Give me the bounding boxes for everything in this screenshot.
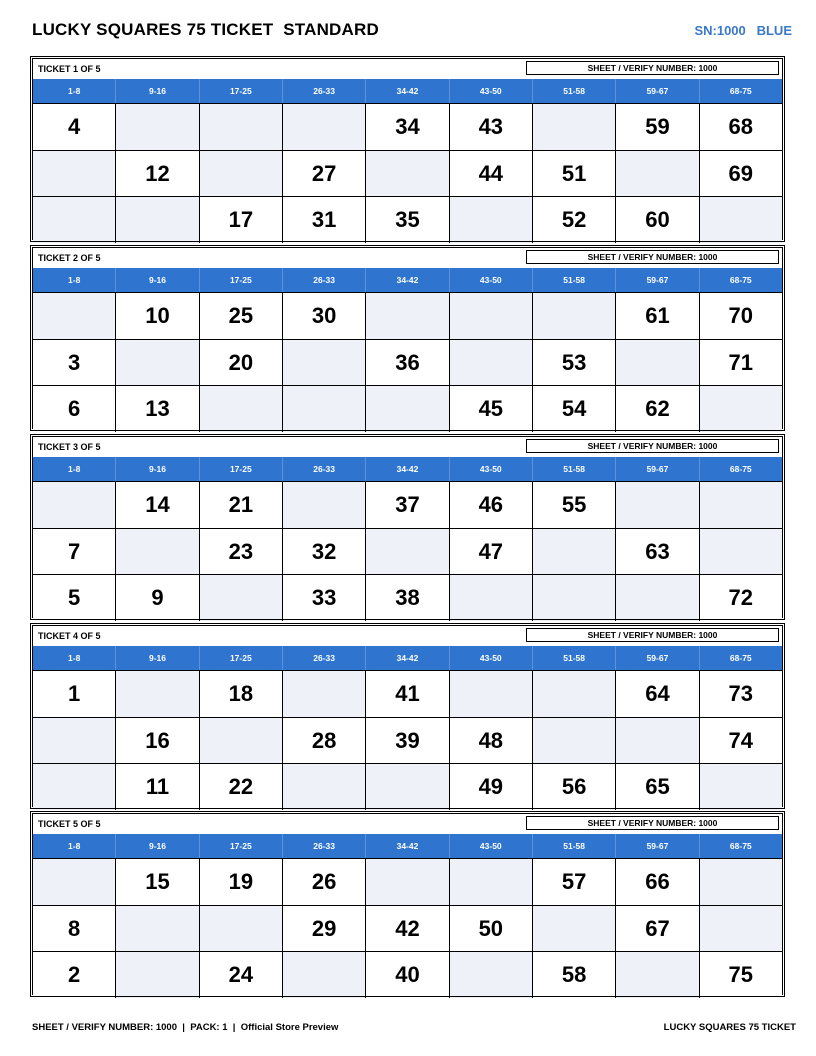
- number-square: 31: [283, 197, 366, 243]
- column-header: 1-8: [33, 646, 116, 670]
- column-header: 34-42: [366, 79, 449, 103]
- column-header: 17-25: [200, 646, 283, 670]
- number-square: 74: [700, 718, 782, 764]
- number-square: 41: [366, 671, 449, 717]
- empty-square: [450, 293, 533, 339]
- empty-square: [116, 529, 199, 575]
- column-header: 68-75: [729, 86, 752, 96]
- empty-square: [33, 197, 116, 243]
- number-square: 58: [533, 952, 616, 998]
- column-header-row: [33, 79, 782, 103]
- empty-square: [700, 906, 782, 952]
- number-square: 53: [533, 340, 616, 386]
- empty-square: [200, 718, 283, 764]
- verify-number-box: SHEET / VERIFY NUMBER: 1000: [526, 816, 779, 830]
- number-square: 67: [616, 906, 699, 952]
- number-square: 61: [616, 293, 699, 339]
- empty-square: [700, 482, 782, 528]
- column-header: 68-75: [729, 464, 752, 474]
- column-header: 34-42: [366, 834, 449, 858]
- number-square: 62: [616, 386, 699, 432]
- ticket-header: [33, 437, 782, 457]
- number-square: 47: [450, 529, 533, 575]
- empty-square: [116, 197, 199, 243]
- column-header: 59-67: [616, 834, 699, 858]
- number-square: 56: [533, 764, 616, 810]
- ticket-row: [33, 717, 782, 764]
- number-square: 3: [33, 340, 116, 386]
- ticket-row: [33, 763, 782, 810]
- ticket-1: [32, 58, 783, 240]
- number-square: 50: [450, 906, 533, 952]
- empty-square: [533, 671, 616, 717]
- number-square: 7: [33, 529, 116, 575]
- number-square: 32: [283, 529, 366, 575]
- empty-square: [33, 859, 116, 905]
- empty-square: [283, 340, 366, 386]
- number-square: 55: [533, 482, 616, 528]
- number-square: 22: [200, 764, 283, 810]
- footer-title: LUCKY SQUARES 75 TICKET: [663, 1022, 796, 1033]
- number-square: 54: [533, 386, 616, 432]
- number-square: 11: [116, 764, 199, 810]
- number-square: 25: [200, 293, 283, 339]
- empty-square: [700, 386, 782, 432]
- ticket-row: [33, 670, 782, 717]
- empty-square: [366, 859, 449, 905]
- number-square: 16: [116, 718, 199, 764]
- number-square: 43: [450, 104, 533, 150]
- column-header: 26-33: [283, 834, 366, 858]
- number-square: 6: [33, 386, 116, 432]
- empty-square: [33, 293, 116, 339]
- ticket-row: [33, 528, 782, 575]
- ticket-row: [33, 481, 782, 528]
- number-square: 24: [200, 952, 283, 998]
- footer-info: SHEET / VERIFY NUMBER: 1000 | PACK: 1 | Official Store Preview: [32, 1022, 339, 1033]
- empty-square: [450, 952, 533, 998]
- number-square: 40: [366, 952, 449, 998]
- number-square: 26: [283, 859, 366, 905]
- number-square: 46: [450, 482, 533, 528]
- empty-square: [616, 718, 699, 764]
- column-header: 26-33: [283, 457, 366, 481]
- empty-square: [700, 197, 782, 243]
- ticket-label: TICKET 4 OF 5: [38, 631, 101, 641]
- column-header: 1-8: [33, 79, 116, 103]
- empty-square: [450, 671, 533, 717]
- number-square: 72: [700, 575, 782, 621]
- column-header: 43-50: [450, 457, 533, 481]
- number-square: 39: [366, 718, 449, 764]
- number-square: 29: [283, 906, 366, 952]
- column-header: 51-58: [533, 457, 616, 481]
- column-header-row: [33, 646, 782, 670]
- serial-number: SN:1000 BLUE: [694, 23, 792, 38]
- column-header: 9-16: [116, 457, 199, 481]
- number-square: 38: [366, 575, 449, 621]
- column-header: 34-42: [366, 457, 449, 481]
- number-square: 51: [533, 151, 616, 197]
- number-square: 15: [116, 859, 199, 905]
- ticket-label: TICKET 2 OF 5: [38, 253, 101, 263]
- number-square: 60: [616, 197, 699, 243]
- column-header: 9-16: [116, 834, 199, 858]
- column-header: 51-58: [533, 834, 616, 858]
- number-square: 23: [200, 529, 283, 575]
- column-header-row: [33, 834, 782, 858]
- number-square: 28: [283, 718, 366, 764]
- ticket-row: [33, 951, 782, 998]
- number-square: 66: [616, 859, 699, 905]
- column-header: 17-25: [200, 79, 283, 103]
- empty-square: [283, 386, 366, 432]
- empty-square: [33, 718, 116, 764]
- number-square: 37: [366, 482, 449, 528]
- ticket-header: [33, 814, 782, 834]
- number-square: 14: [116, 482, 199, 528]
- column-header: 26-33: [283, 646, 366, 670]
- column-header: 43-50: [450, 834, 533, 858]
- empty-square: [450, 859, 533, 905]
- empty-square: [700, 859, 782, 905]
- column-header: 26-33: [283, 268, 366, 292]
- number-square: 49: [450, 764, 533, 810]
- ticket-header: [33, 248, 782, 268]
- empty-square: [700, 529, 782, 575]
- ticket-row: [33, 858, 782, 905]
- empty-square: [366, 386, 449, 432]
- number-square: 71: [700, 340, 782, 386]
- number-square: 73: [700, 671, 782, 717]
- empty-square: [200, 386, 283, 432]
- empty-square: [283, 104, 366, 150]
- empty-square: [533, 906, 616, 952]
- verify-number-box: SHEET / VERIFY NUMBER: 1000: [526, 439, 779, 453]
- number-square: 65: [616, 764, 699, 810]
- empty-square: [450, 575, 533, 621]
- number-square: 33: [283, 575, 366, 621]
- number-square: 48: [450, 718, 533, 764]
- ticket-label: TICKET 3 OF 5: [38, 442, 101, 452]
- ticket-row: [33, 339, 782, 386]
- column-header: 34-42: [366, 646, 449, 670]
- ticket-row: [33, 292, 782, 339]
- empty-square: [533, 529, 616, 575]
- number-square: 70: [700, 293, 782, 339]
- empty-square: [366, 764, 449, 810]
- column-header: 9-16: [116, 79, 199, 103]
- empty-square: [116, 340, 199, 386]
- column-header: 43-50: [450, 646, 533, 670]
- ticket-row: [33, 103, 782, 150]
- column-header: 9-16: [116, 268, 199, 292]
- empty-square: [283, 671, 366, 717]
- number-square: 69: [700, 151, 782, 197]
- number-square: 20: [200, 340, 283, 386]
- column-header: 68-75: [729, 841, 752, 851]
- number-square: 19: [200, 859, 283, 905]
- number-square: 5: [33, 575, 116, 621]
- ticket-row: [33, 196, 782, 243]
- empty-square: [200, 104, 283, 150]
- empty-square: [116, 906, 199, 952]
- ticket-row: [33, 574, 782, 621]
- ticket-2: [32, 247, 783, 429]
- verify-number-box: SHEET / VERIFY NUMBER: 1000: [526, 61, 779, 75]
- column-header: 1-8: [33, 457, 116, 481]
- column-header: 51-58: [533, 646, 616, 670]
- number-square: 1: [33, 671, 116, 717]
- number-square: 36: [366, 340, 449, 386]
- number-square: 30: [283, 293, 366, 339]
- empty-square: [116, 671, 199, 717]
- ticket-3: [32, 436, 783, 618]
- column-header: 17-25: [200, 457, 283, 481]
- column-header: 9-16: [116, 646, 199, 670]
- empty-square: [616, 952, 699, 998]
- empty-square: [533, 293, 616, 339]
- column-header: 43-50: [450, 79, 533, 103]
- empty-square: [200, 151, 283, 197]
- column-header: 59-67: [616, 79, 699, 103]
- ticket-row: [33, 150, 782, 197]
- empty-square: [616, 575, 699, 621]
- empty-square: [366, 151, 449, 197]
- ticket-row: [33, 385, 782, 432]
- empty-square: [616, 482, 699, 528]
- empty-square: [116, 104, 199, 150]
- empty-square: [33, 764, 116, 810]
- number-square: 68: [700, 104, 782, 150]
- number-square: 59: [616, 104, 699, 150]
- number-square: 75: [700, 952, 782, 998]
- empty-square: [533, 575, 616, 621]
- empty-square: [616, 340, 699, 386]
- number-square: 42: [366, 906, 449, 952]
- column-header-row: [33, 457, 782, 481]
- column-header: 68-75: [729, 275, 752, 285]
- column-header: 59-67: [616, 457, 699, 481]
- number-square: 64: [616, 671, 699, 717]
- number-square: 8: [33, 906, 116, 952]
- empty-square: [533, 104, 616, 150]
- number-square: 21: [200, 482, 283, 528]
- number-square: 52: [533, 197, 616, 243]
- empty-square: [366, 529, 449, 575]
- empty-square: [200, 575, 283, 621]
- empty-square: [283, 482, 366, 528]
- number-square: 44: [450, 151, 533, 197]
- column-header: 59-67: [616, 268, 699, 292]
- ticket-label: TICKET 1 OF 5: [38, 64, 101, 74]
- column-header: 68-75: [729, 653, 752, 663]
- ticket-header: [33, 59, 782, 79]
- number-square: 27: [283, 151, 366, 197]
- number-square: 9: [116, 575, 199, 621]
- number-square: 34: [366, 104, 449, 150]
- number-square: 2: [33, 952, 116, 998]
- empty-square: [450, 340, 533, 386]
- number-square: 18: [200, 671, 283, 717]
- number-square: 57: [533, 859, 616, 905]
- empty-square: [283, 764, 366, 810]
- ticket-row: [33, 905, 782, 952]
- number-square: 10: [116, 293, 199, 339]
- number-square: 4: [33, 104, 116, 150]
- empty-square: [450, 197, 533, 243]
- empty-square: [33, 482, 116, 528]
- column-header: 34-42: [366, 268, 449, 292]
- number-square: 63: [616, 529, 699, 575]
- empty-square: [533, 718, 616, 764]
- column-header: 51-58: [533, 268, 616, 292]
- column-header: 26-33: [283, 79, 366, 103]
- page-title: LUCKY SQUARES 75 TICKET STANDARD: [32, 20, 379, 39]
- column-header-row: [33, 268, 782, 292]
- number-square: 17: [200, 197, 283, 243]
- column-header: 1-8: [33, 268, 116, 292]
- empty-square: [366, 293, 449, 339]
- column-header: 59-67: [616, 646, 699, 670]
- empty-square: [283, 952, 366, 998]
- verify-number-box: SHEET / VERIFY NUMBER: 1000: [526, 628, 779, 642]
- column-header: 17-25: [200, 834, 283, 858]
- column-header: 1-8: [33, 834, 116, 858]
- empty-square: [33, 151, 116, 197]
- ticket-5: [32, 813, 783, 995]
- column-header: 17-25: [200, 268, 283, 292]
- verify-number-box: SHEET / VERIFY NUMBER: 1000: [526, 250, 779, 264]
- empty-square: [700, 764, 782, 810]
- empty-square: [116, 952, 199, 998]
- number-square: 12: [116, 151, 199, 197]
- empty-square: [200, 906, 283, 952]
- number-square: 45: [450, 386, 533, 432]
- empty-square: [616, 151, 699, 197]
- ticket-4: [32, 625, 783, 807]
- column-header: 51-58: [533, 79, 616, 103]
- column-header: 43-50: [450, 268, 533, 292]
- number-square: 13: [116, 386, 199, 432]
- ticket-header: [33, 626, 782, 646]
- ticket-label: TICKET 5 OF 5: [38, 819, 101, 829]
- number-square: 35: [366, 197, 449, 243]
